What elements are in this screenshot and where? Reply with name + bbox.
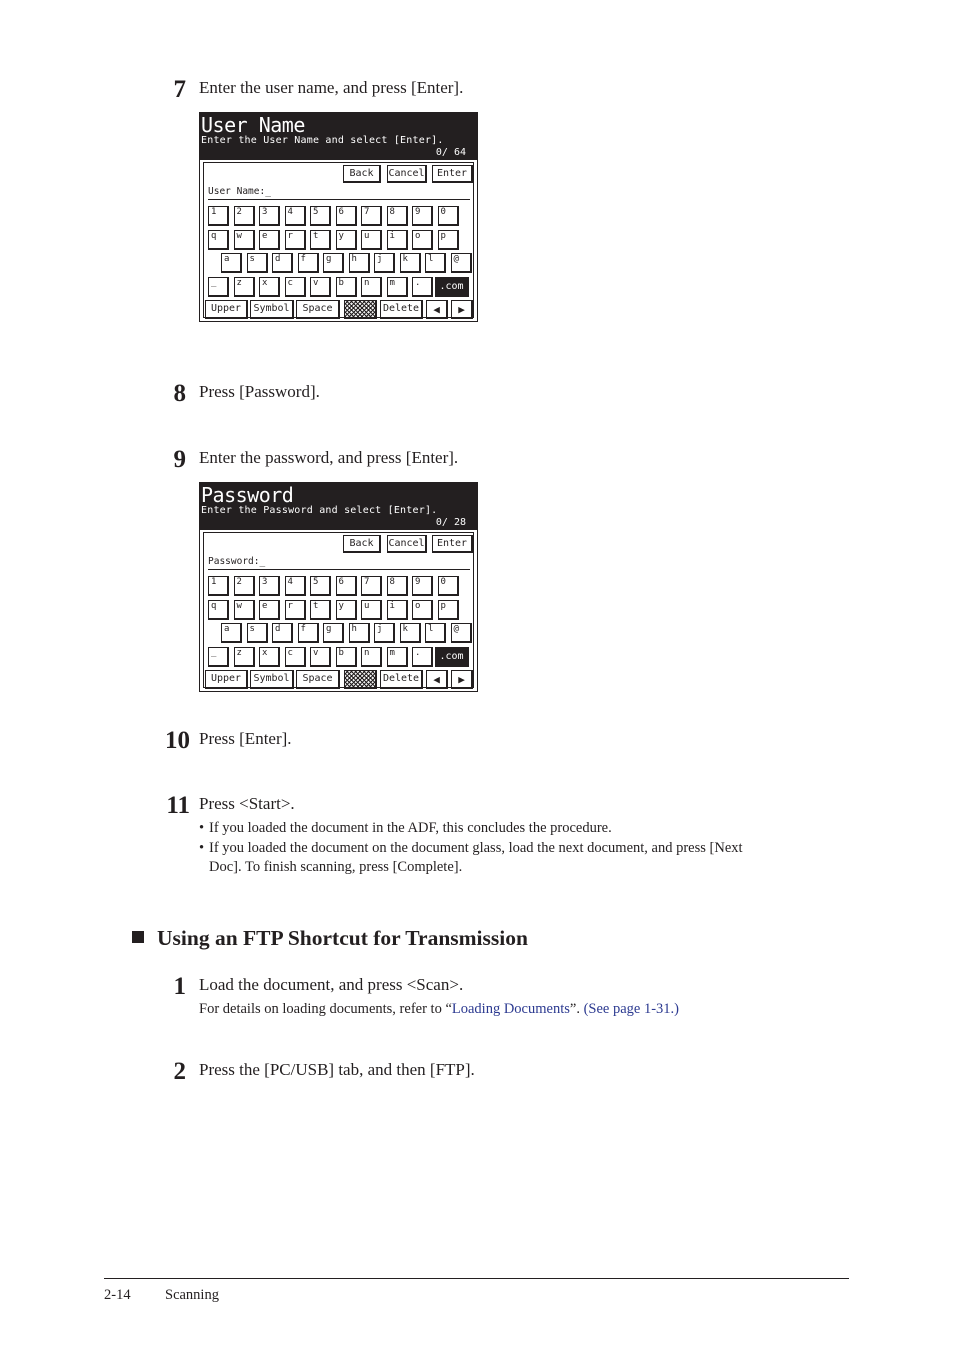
key-row4-0[interactable]: _ xyxy=(208,647,229,667)
key-row3-5[interactable]: h xyxy=(349,623,370,643)
key-row3-6[interactable]: j xyxy=(374,623,395,643)
key-row4-6[interactable]: n xyxy=(361,277,382,297)
key-row2-5[interactable]: y xyxy=(336,600,357,620)
key-row1-8[interactable]: 9 xyxy=(412,576,433,596)
symbol-button[interactable]: Symbol xyxy=(250,300,294,319)
screen-title: User Name xyxy=(201,113,305,137)
key-row4-2[interactable]: x xyxy=(259,647,280,667)
key-row3-6[interactable]: j xyxy=(374,253,395,273)
bullet-item xyxy=(199,819,849,838)
bullet-item xyxy=(199,839,849,877)
screen-instructions: Enter the User Name and select [Enter]. xyxy=(201,135,444,146)
upper-button[interactable]: Upper xyxy=(205,670,248,689)
key-row4-7[interactable]: m xyxy=(387,277,408,297)
key-row2-0[interactable]: q xyxy=(208,600,229,620)
cursor-right-button[interactable] xyxy=(451,670,473,689)
step-9-text: Enter the password, and press [Enter]. xyxy=(199,448,459,467)
key-row4-3[interactable]: c xyxy=(285,647,306,667)
key-row3-3[interactable]: f xyxy=(298,623,319,643)
key-row1-2[interactable]: 3 xyxy=(259,576,280,596)
loading-documents-link[interactable]: Loading Documents xyxy=(451,1001,570,1017)
key-row1-5[interactable]: 6 xyxy=(336,206,357,226)
cursor-left-button[interactable] xyxy=(426,300,448,319)
dotcom-key[interactable]: .com xyxy=(435,647,469,667)
key-row4-4[interactable]: v xyxy=(310,277,331,297)
enter-button[interactable]: Enter xyxy=(432,165,473,183)
key-row4-1[interactable]: z xyxy=(234,647,255,667)
key-row2-1[interactable]: w xyxy=(234,230,255,250)
key-row4-6[interactable]: n xyxy=(361,647,382,667)
arrow-left-icon: ◀ xyxy=(433,302,440,316)
key-row2-7[interactable]: i xyxy=(387,230,408,250)
key-row2-4[interactable]: t xyxy=(310,600,331,620)
reference-note xyxy=(199,1000,679,1019)
key-row2-3[interactable]: r xyxy=(285,600,306,620)
key-row4-3[interactable]: c xyxy=(285,277,306,297)
key-row4-2[interactable]: x xyxy=(259,277,280,297)
key-row2-5[interactable]: y xyxy=(336,230,357,250)
key-row4-7[interactable]: m xyxy=(387,647,408,667)
key-row2-9[interactable]: p xyxy=(438,230,459,250)
keyboard-panel xyxy=(203,532,474,688)
bullet-text-continued: Doc]. To finish scanning, press [Complete]. xyxy=(209,859,463,875)
cursor-right-button[interactable] xyxy=(451,300,473,319)
input-field-label: Password:_ xyxy=(208,556,266,567)
arrow-right-icon: ▶ xyxy=(458,672,465,686)
back-button[interactable]: Back xyxy=(343,535,381,553)
step-number-10: 10 xyxy=(165,727,190,754)
screen-header xyxy=(200,113,478,160)
key-row3-8[interactable]: l xyxy=(425,253,446,273)
key-row3-0[interactable]: a xyxy=(221,623,242,643)
key-row1-6[interactable]: 7 xyxy=(361,206,382,226)
key-row2-8[interactable]: o xyxy=(412,230,433,250)
symbol-button[interactable]: Symbol xyxy=(250,670,294,689)
key-row1-9[interactable]: 0 xyxy=(438,576,459,596)
step-7-text: Enter the user name, and press [Enter]. xyxy=(199,78,464,97)
section-title-text: Using an FTP Shortcut for Transmission xyxy=(157,926,528,950)
key-row1-3[interactable]: 4 xyxy=(285,576,306,596)
disabled-key xyxy=(344,300,377,319)
key-row3-8[interactable]: l xyxy=(425,623,446,643)
key-row3-7[interactable]: k xyxy=(400,253,421,273)
space-button[interactable]: Space xyxy=(296,670,340,689)
step-8-text: Press [Password]. xyxy=(199,382,320,401)
footer-chapter: Scanning xyxy=(165,1287,219,1303)
dotcom-key[interactable]: .com xyxy=(435,277,469,297)
input-field-label: User Name:_ xyxy=(208,186,271,197)
key-row1-6[interactable]: 7 xyxy=(361,576,382,596)
key-row4-5[interactable]: b xyxy=(336,647,357,667)
key-row2-1[interactable]: w xyxy=(234,600,255,620)
arrow-right-icon: ▶ xyxy=(458,302,465,316)
user-name-screen xyxy=(199,112,478,322)
key-row3-2[interactable]: d xyxy=(272,623,293,643)
key-row4-4[interactable]: v xyxy=(310,647,331,667)
key-row2-7[interactable]: i xyxy=(387,600,408,620)
key-row2-4[interactable]: t xyxy=(310,230,331,250)
note-prefix: For details on loading documents, refer to “ xyxy=(199,1001,452,1017)
key-row1-4[interactable]: 5 xyxy=(310,206,331,226)
footer-rule xyxy=(104,1278,849,1279)
section-step-number-1: 1 xyxy=(173,973,186,1000)
enter-button[interactable]: Enter xyxy=(432,535,473,553)
key-row1-4[interactable]: 5 xyxy=(310,576,331,596)
key-row2-0[interactable]: q xyxy=(208,230,229,250)
key-row2-8[interactable]: o xyxy=(412,600,433,620)
key-row3-0[interactable]: a xyxy=(221,253,242,273)
cancel-button[interactable]: Cancel xyxy=(387,535,427,553)
section-step-1-text: Load the document, and press <Scan>. xyxy=(199,975,464,994)
step-number-9: 9 xyxy=(173,446,186,473)
key-row1-9[interactable]: 0 xyxy=(438,206,459,226)
arrow-left-icon: ◀ xyxy=(433,672,440,686)
key-row1-2[interactable]: 3 xyxy=(259,206,280,226)
key-row3-3[interactable]: f xyxy=(298,253,319,273)
upper-button[interactable]: Upper xyxy=(205,300,248,319)
key-row1-0[interactable]: 1 xyxy=(208,576,229,596)
key-row2-9[interactable]: p xyxy=(438,600,459,620)
key-row4-8[interactable]: . xyxy=(412,647,433,667)
key-row1-3[interactable]: 4 xyxy=(285,206,306,226)
step-11-text: Press <Start>. xyxy=(199,794,295,813)
key-row3-4[interactable]: g xyxy=(323,623,344,643)
bullet-dot: • xyxy=(199,820,205,836)
section-heading xyxy=(132,925,528,951)
footer-page-number: 2-14 xyxy=(104,1287,131,1303)
back-button[interactable]: Back xyxy=(343,165,381,183)
delete-button[interactable]: Delete xyxy=(380,300,423,319)
key-row1-7[interactable]: 8 xyxy=(387,576,408,596)
screen-title: Password xyxy=(201,483,294,507)
key-row1-1[interactable]: 2 xyxy=(234,576,255,596)
input-field-underline xyxy=(208,199,470,200)
screen-header xyxy=(200,483,478,530)
key-row1-5[interactable]: 6 xyxy=(336,576,357,596)
screen-instructions: Enter the Password and select [Enter]. xyxy=(201,505,438,516)
bullet-dot: • xyxy=(199,840,205,856)
section-step-2-text: Press the [PC/USB] tab, and then [FTP]. xyxy=(199,1060,475,1079)
keyboard-panel xyxy=(203,162,474,318)
step-number-8: 8 xyxy=(173,380,186,407)
key-row3-5[interactable]: h xyxy=(349,253,370,273)
delete-button[interactable]: Delete xyxy=(380,670,423,689)
key-row1-0[interactable]: 1 xyxy=(208,206,229,226)
key-row1-7[interactable]: 8 xyxy=(387,206,408,226)
step-number-11: 11 xyxy=(166,792,190,819)
key-row3-7[interactable]: k xyxy=(400,623,421,643)
key-row3-1[interactable]: s xyxy=(247,623,268,643)
character-counter: 0/ 28 xyxy=(435,517,466,528)
key-row2-2[interactable]: e xyxy=(259,230,280,250)
key-row2-3[interactable]: r xyxy=(285,230,306,250)
key-row3-2[interactable]: d xyxy=(272,253,293,273)
key-row3-9[interactable]: @ xyxy=(451,253,472,273)
input-field-underline xyxy=(208,569,470,570)
key-row4-5[interactable]: b xyxy=(336,277,357,297)
step-10-text: Press [Enter]. xyxy=(199,729,292,748)
note-mid: ”. xyxy=(569,1001,584,1017)
character-counter: 0/ 64 xyxy=(435,147,466,158)
key-row2-6[interactable]: u xyxy=(361,230,382,250)
disabled-key xyxy=(344,670,377,689)
cancel-button[interactable]: Cancel xyxy=(387,165,427,183)
key-row4-1[interactable]: z xyxy=(234,277,255,297)
key-row1-8[interactable]: 9 xyxy=(412,206,433,226)
space-button[interactable]: Space xyxy=(296,300,340,319)
key-row4-0[interactable]: _ xyxy=(208,277,229,297)
key-row3-1[interactable]: s xyxy=(247,253,268,273)
see-page-link[interactable]: (See page 1-31.) xyxy=(583,1001,679,1017)
step-number-7: 7 xyxy=(173,76,186,103)
bullet-text: If you loaded the document in the ADF, this concludes the procedure. xyxy=(209,820,612,836)
key-row4-8[interactable]: . xyxy=(412,277,433,297)
key-row2-2[interactable]: e xyxy=(259,600,280,620)
square-bullet-icon xyxy=(132,931,144,943)
key-row3-4[interactable]: g xyxy=(323,253,344,273)
cursor-left-button[interactable] xyxy=(426,670,448,689)
key-row3-9[interactable]: @ xyxy=(451,623,472,643)
bullet-text: If you loaded the document on the document glass, load the next document, and press [Next xyxy=(209,840,743,856)
section-step-number-2: 2 xyxy=(173,1058,186,1085)
key-row2-6[interactable]: u xyxy=(361,600,382,620)
password-screen xyxy=(199,482,478,692)
key-row1-1[interactable]: 2 xyxy=(234,206,255,226)
